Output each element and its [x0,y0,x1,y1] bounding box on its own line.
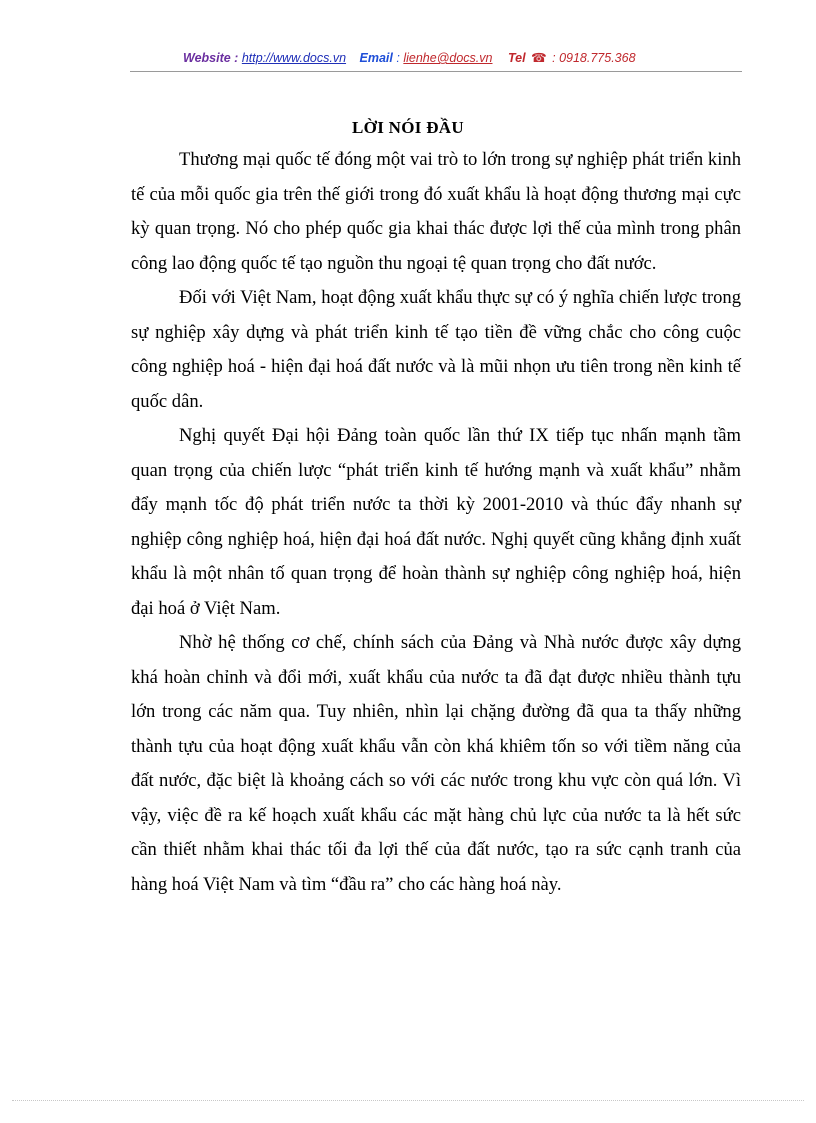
email-separator: : [396,51,400,65]
website-link[interactable]: http://www.docs.vn [241,51,347,65]
tel-label: Tel [507,51,526,65]
paragraph: Thương mại quốc tế đóng một vai trò to lớn trong sự nghiệp phát triển kinh tế của mỗi quốc gia trên thế giới trong đó xuất khẩu là hoạt động thương mại cực kỳ quan trọng. Nó cho phép quốc gia khai thác được lợi thế của mình trong phân công lao động quốc tế tạo nguồn thu ngoại tệ quan trọng cho đất nước. [131,149,741,274]
page-bottom-border [12,1100,804,1101]
page-header [183,50,743,70]
paragraph: Nghị quyết Đại hội Đảng toàn quốc lần thứ IX tiếp tục nhấn mạnh tầm quan trọng của chiến lược “phát triển kinh tế hướng mạnh và xuất khẩu” nhằm đẩy mạnh tốc độ phát triển nước ta thời kỳ 2001-2010 và thúc đẩy nhanh sự nghiệp công nghiệp hoá, hiện đại hoá đất nước. Nghị quyết cũng khẳng định xuất khẩu là một nhân tố quan trọng để hoàn thành sự nghiệp công nghiệp hoá, hiện đại hoá ở Việt Nam. [131,425,741,619]
header-rule [130,71,742,72]
phone-number: : 0918.775.368 [552,51,636,65]
email-link[interactable]: lienhe@docs.vn [403,51,493,65]
phone-icon: ☎ [531,51,547,65]
email-label: Email [359,51,393,65]
document-body [131,143,741,902]
document-title: LỜI NÓI ĐẦU [352,118,464,137]
paragraph: Nhờ hệ thống cơ chế, chính sách của Đảng và Nhà nước được xây dựng khá hoàn chỉnh và đổi mới, xuất khẩu của nước ta đã đạt được nhiều thành tựu lớn trong các năm qua. Tuy nhiên, nhìn lại chặng đường đã qua ta thấy những thành tựu của hoạt động xuất khẩu vẫn còn khá khiêm tốn so với tiềm năng của đất nước, đặc biệt là khoảng cách so với các nước trong khu vực còn quá lớn. Vì vậy, việc đề ra kế hoạch xuất khẩu các mặt hàng chủ lực của nước ta là hết sức cần thiết nhằm khai thác tối đa lợi thế của đất nước, tạo ra sức cạnh tranh của hàng hoá Việt Nam và tìm “đầu ra” cho các hàng hoá này. [131,632,741,895]
paragraph: Đối với Việt Nam, hoạt động xuất khẩu thực sự có ý nghĩa chiến lược trong sự nghiệp xây dựng và phát triển kinh tế tạo tiền đề vững chắc cho công cuộc công nghiệp hoá - hiện đại hoá đất nước và là mũi nhọn ưu tiên trong nền kinh tế quốc dân. [131,287,741,412]
website-label: Website : [183,51,239,65]
